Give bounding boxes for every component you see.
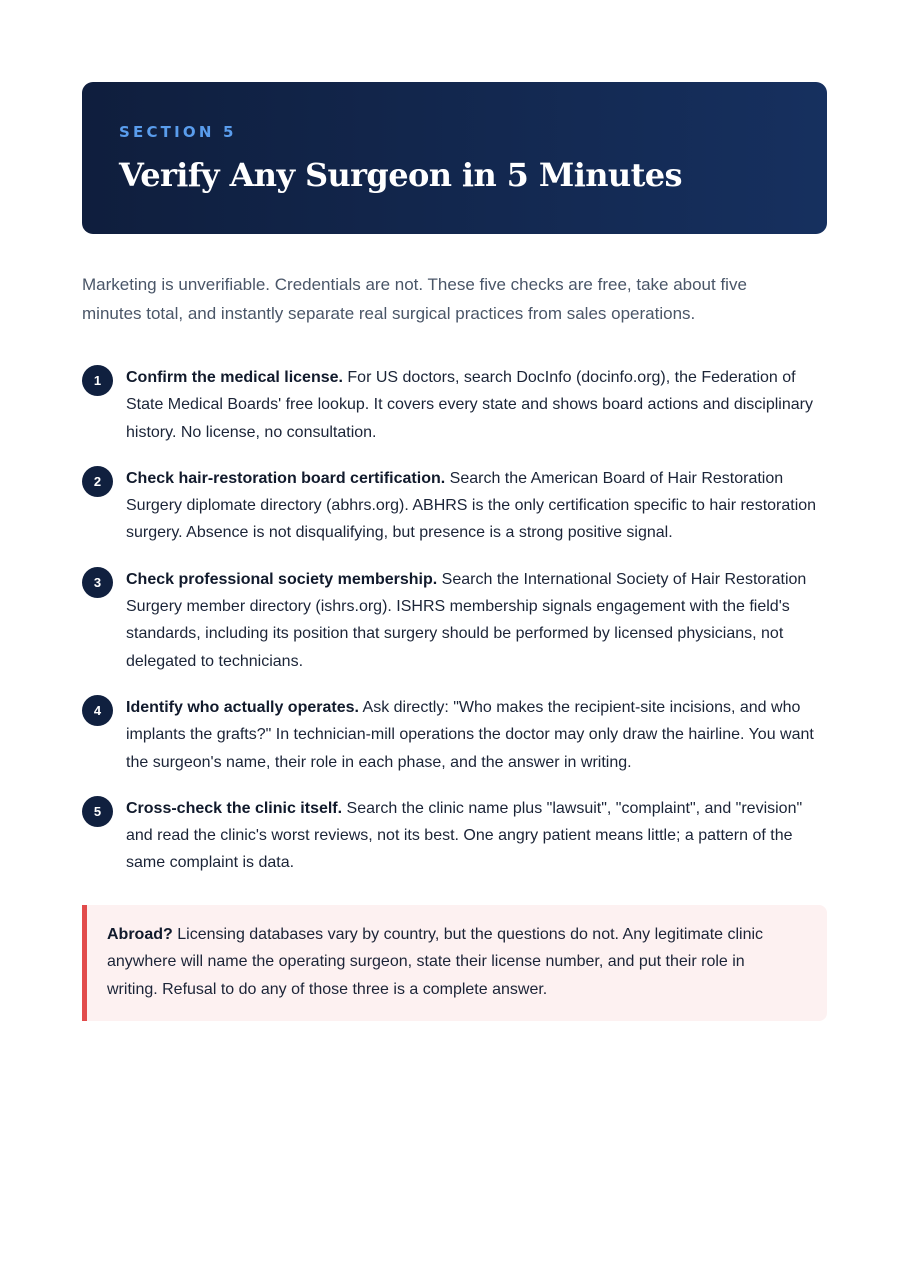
callout-heading: Abroad? xyxy=(107,925,173,943)
step-item xyxy=(82,694,827,776)
steps-list xyxy=(82,364,827,877)
step-body: Search the American Board of Hair Restoration Surgery diplomate directory (abhrs.org). ABHRS is the only certification specific to hair restoration surgery. Absence is not disqualifying, but presence is a strong positive signal. xyxy=(126,469,817,542)
step-item xyxy=(82,465,827,547)
step-heading: Confirm the medical license. xyxy=(126,369,343,386)
step-number-badge: 4 xyxy=(82,695,113,726)
step-number-badge: 2 xyxy=(82,466,113,497)
step-text xyxy=(126,694,827,776)
step-number-badge: 3 xyxy=(82,567,113,598)
step-text xyxy=(126,364,827,446)
intro-paragraph: Marketing is unverifiable. Credentials are not. These five checks are free, take about five minutes total, and instantly separate real surgical practices from sales operations. xyxy=(82,275,747,323)
step-heading: Identify who actually operates. xyxy=(126,698,359,716)
step-body: Ask directly: "Who makes the recipient-site incisions, and who implants the grafts?" In technician-mill operations the doctor may only draw the hairline. You want the surgeon's name, their role in each phase, and the answer in writing. xyxy=(126,698,814,771)
callout-body: Licensing databases vary by country, but the questions do not. Any legitimate clinic anywhere will name the operating surgeon, state their license number, and put their role in writing. Refusal to do any of those three is a complete answer. xyxy=(107,925,764,998)
step-heading: Check professional society membership. xyxy=(126,570,438,588)
section-banner xyxy=(82,82,827,234)
step-number-badge: 1 xyxy=(82,365,113,396)
step-body: Search the clinic name plus "lawsuit", "complaint", and "revision" and read the clinic's worst reviews, not its best. One angry patient means little; a pattern of the same complaint is data. xyxy=(126,799,803,872)
step-number-badge: 5 xyxy=(82,796,113,827)
page-title: Verify Any Surgeon in 5 Minutes xyxy=(119,156,682,194)
abroad-callout xyxy=(82,905,827,1022)
page xyxy=(82,82,827,1021)
step-item xyxy=(82,566,827,675)
step-heading: Check hair-restoration board certification. xyxy=(126,469,446,487)
step-body: Search the International Society of Hair Restoration Surgery member directory (ishrs.org). ISHRS membership signals engagement with the field's standards, including its position that surgery should be performed by licensed physicians, not delegated to technicians. xyxy=(126,570,807,670)
step-text xyxy=(126,795,827,877)
step-item xyxy=(82,364,827,446)
section-label: SECTION 5 xyxy=(119,123,237,141)
step-text xyxy=(126,566,827,675)
callout-text xyxy=(107,921,797,1004)
step-item xyxy=(82,795,827,877)
step-heading: Cross-check the clinic itself. xyxy=(126,799,343,817)
step-body: For US doctors, search DocInfo (docinfo.org), the Federation of State Medical Boards' free lookup. It covers every state and shows board actions and disciplinary history. No license, no consultation. xyxy=(126,369,813,441)
step-text xyxy=(126,465,827,547)
